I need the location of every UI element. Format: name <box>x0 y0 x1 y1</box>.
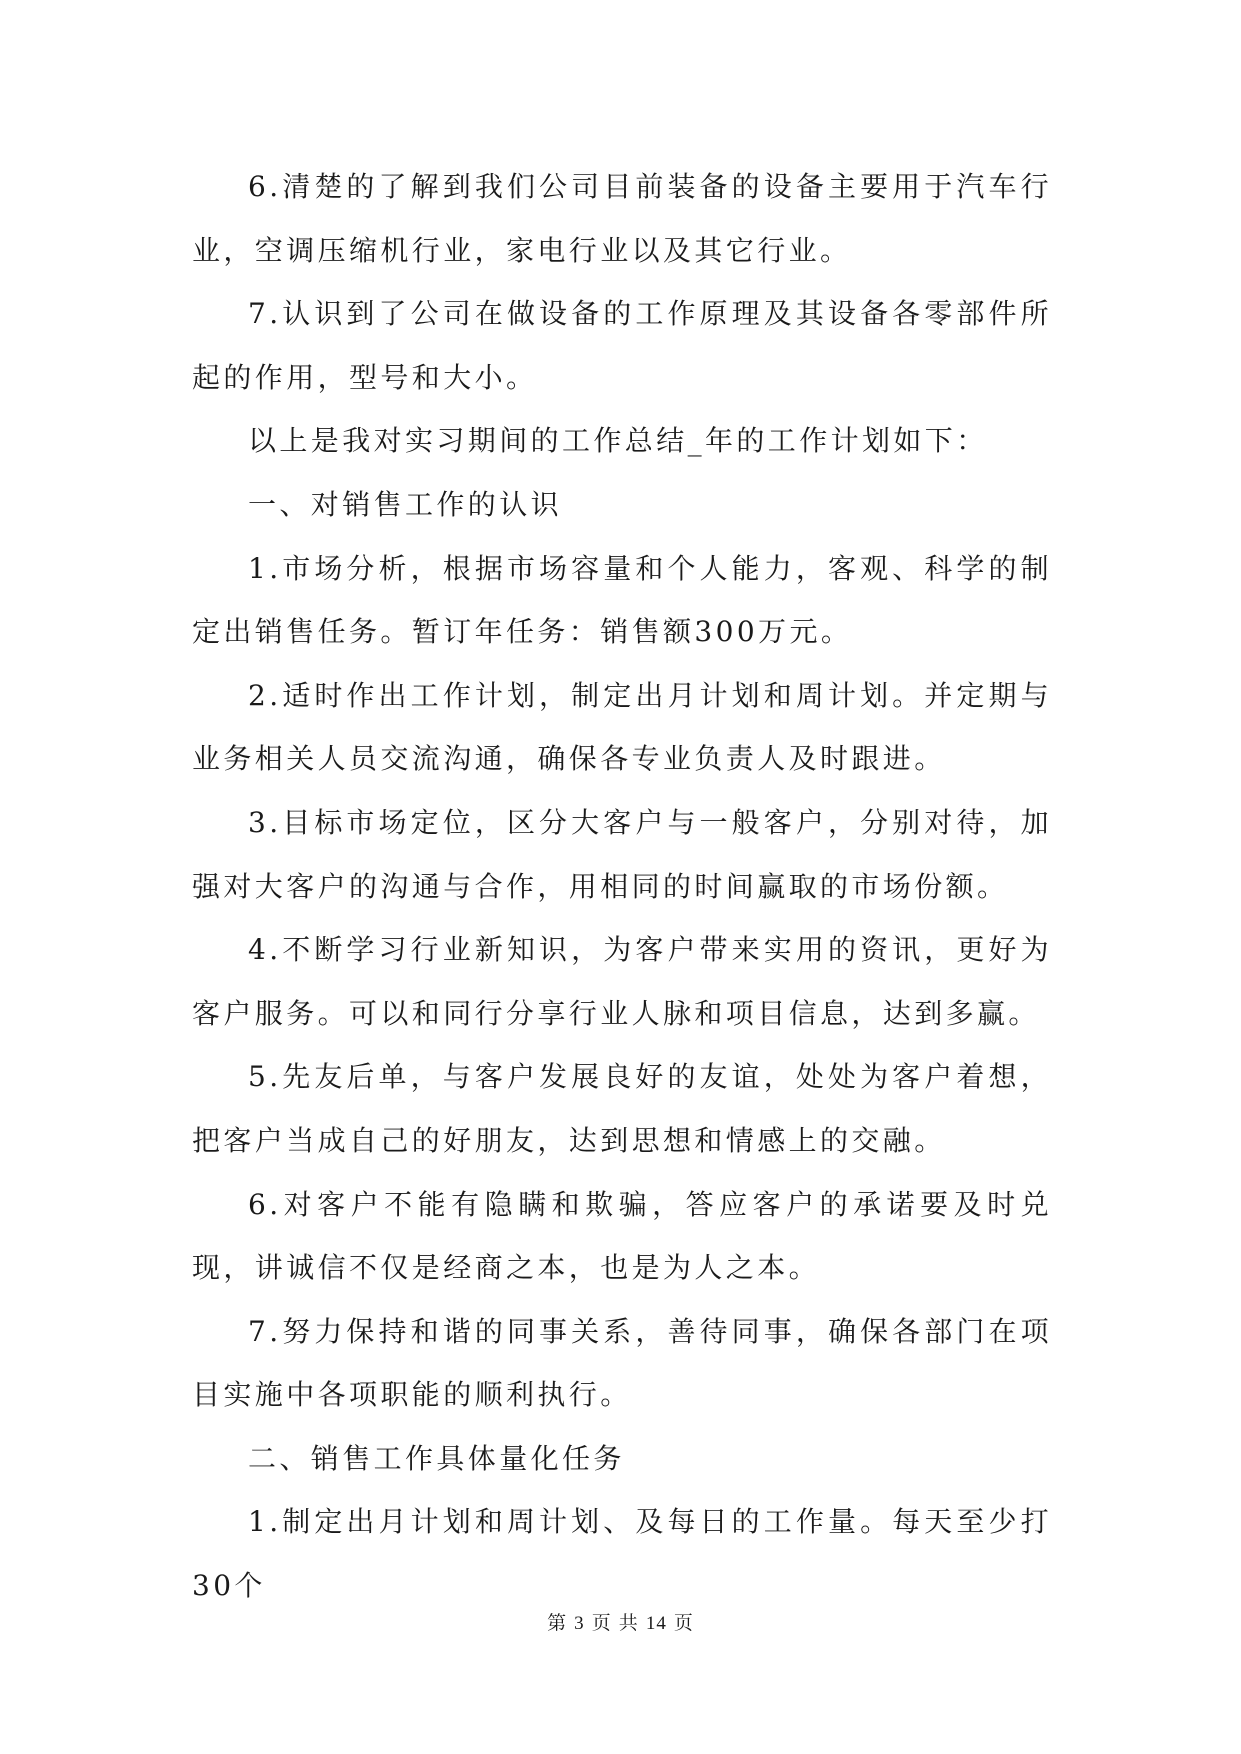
section-heading: 二、销售工作具体量化任务 <box>248 1441 625 1475</box>
current-page-number: 3 <box>574 1613 585 1634</box>
total-page-count: 14 <box>645 1613 667 1634</box>
paragraph: 2.适时作出工作计划，制定出月计划和周计划。并定期与业务相关人员交流沟通，确保各专业负责人及时跟进。 <box>192 678 1052 776</box>
paragraph: 以上是我对实习期间的工作总结_年的工作计划如下： <box>248 424 988 458</box>
paragraph: 6.清楚的了解到我们公司目前装备的设备主要用于汽车行业，空调压缩机行业，家电行业以及其它行业。 <box>192 170 1052 267</box>
section-heading: 一、对销售工作的认识 <box>248 487 563 521</box>
footer-middle: 页 共 <box>591 1612 639 1634</box>
paragraph: 7.努力保持和谐的同事关系，善待同事，确保各部门在项目实施中各项职能的顺利执行。 <box>192 1314 1052 1412</box>
page-footer <box>0 1611 1241 1636</box>
paragraph: 7.认识到了公司在做设备的工作原理及其设备各零部件所起的作用，型号和大小。 <box>192 297 1052 394</box>
footer-prefix: 第 <box>547 1612 568 1634</box>
paragraph: 6.对客户不能有隐瞒和欺骗，答应客户的承诺要及时兑现，讲诚信不仅是经商之本，也是为人之本。 <box>192 1187 1052 1285</box>
paragraph: 4.不断学习行业新知识，为客户带来实用的资讯，更好为客户服务。可以和同行分享行业人脉和项目信息，达到多赢。 <box>192 933 1052 1030</box>
document-body <box>192 155 1052 1618</box>
paragraph: 3.目标市场定位，区分大客户与一般客户，分别对待，加强对大客户的沟通与合作，用相同的时间赢取的市场份额。 <box>192 805 1052 903</box>
footer-suffix: 页 <box>673 1612 694 1634</box>
paragraph: 1.市场分析，根据市场容量和个人能力，客观、科学的制定出销售任务。暂订年任务：销售额300万元。 <box>192 551 1052 649</box>
paragraph: 5.先友后单，与客户发展良好的友谊，处处为客户着想，把客户当成自己的好朋友，达到思想和情感上的交融。 <box>192 1060 1052 1157</box>
paragraph: 1.制定出月计划和周计划、及每日的工作量。每天至少打30个 <box>192 1505 1052 1603</box>
